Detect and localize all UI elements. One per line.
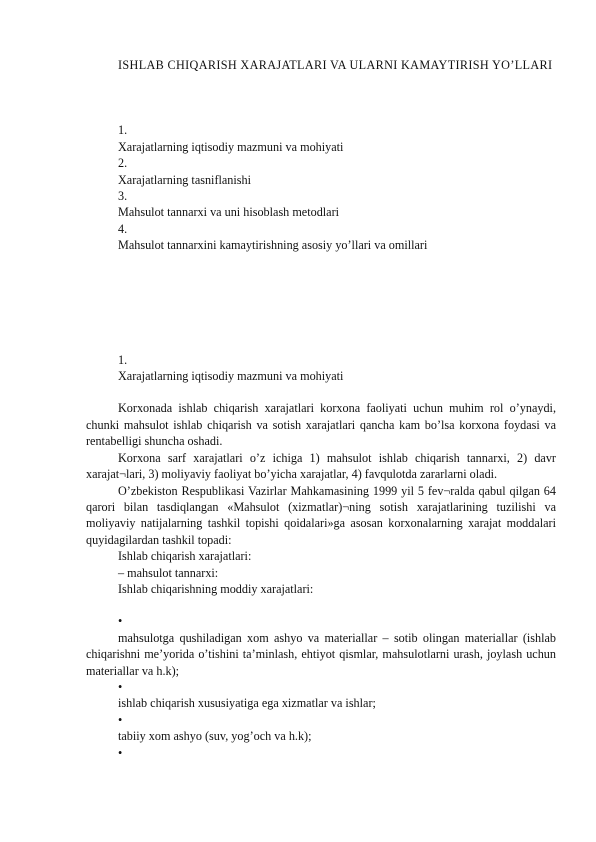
document-body xyxy=(86,57,556,761)
bullet-icon: • xyxy=(118,712,123,727)
text-line: – mahsulot tannarxi: xyxy=(118,565,219,580)
toc-item-number: 1. xyxy=(118,123,128,138)
bullet-item: ishlab chiqarish xususiyatiga ega xizmatlar va ishlar; xyxy=(118,696,376,711)
toc-item-number: 4. xyxy=(118,221,128,236)
bullet-list xyxy=(86,613,556,761)
toc-item-text: Xarajatlarning tasniflanishi xyxy=(118,172,252,187)
bullet-item: tabiiy xom ashyo (suv, yog’och va h.k); xyxy=(118,729,312,744)
document-title: ISHLAB CHIQARISH XARAJATLARI VA ULARNI KAMAYTIRISH YO’LLARI xyxy=(118,58,553,72)
toc-item-text: Mahsulot tannarxi va uni hisoblash metodlari xyxy=(118,205,340,220)
section-number: 1. xyxy=(118,352,128,367)
bullet-item: mahsulotga qushiladigan xom ashyo va materiallar – sotib olingan materiallar (ishlab chiqarishni me’yorida o’tishini ta’minlash, ehtiyot qismlar, mahsulotlarni urash, joylash uchun materiallar va h.k); xyxy=(86,630,556,678)
paragraph: O’zbekiston Respublikasi Vazirlar Mahkamasining 1999 yil 5 fev¬ralda qabul qilgan 64 qarori bilan tasdiqlangan «Mahsulot (xizmatlar)¬ning sotish xarajatlarining tuzilishi va moliyaviy natijalarning tashkil topishi qoidalari»ga asosan korxonalarning xarajat moddalari quyidagilardan tashkil topadi: xyxy=(86,483,556,547)
toc-item-number: 3. xyxy=(118,189,128,204)
section-heading: Xarajatlarning iqtisodiy mazmuni va mohiyati xyxy=(118,369,344,384)
bullet-icon: • xyxy=(118,745,123,760)
bullet-icon: • xyxy=(118,614,123,629)
table-of-contents xyxy=(86,122,556,253)
toc-item-text: Xarajatlarning iqtisodiy mazmuni va mohiyati xyxy=(118,139,344,154)
bullet-icon: • xyxy=(118,679,123,694)
toc-item-text: Mahsulot tannarxini kamaytirishning asosiy yo’llari va omillari xyxy=(118,238,428,253)
toc-item-number: 2. xyxy=(118,156,128,171)
text-line: Ishlab chiqarishning moddiy xarajatlari: xyxy=(118,581,314,596)
text-line: Ishlab chiqarish xarajatlari: xyxy=(118,549,252,564)
paragraph: Korxonada ishlab chiqarish xarajatlari korxona faoliyati uchun muhim rol o’ynaydi, chunki mahsulot ishlab chiqarish va sotish xarajatlari qancha kam bo’lsa korxona foydasi va rentabelligi shuncha oshadi. xyxy=(86,401,556,449)
paragraph: Korxona sarf xarajatlari o’z ichiga 1) mahsulot ishlab chiqarish tannarxi, 2) davr xarajat¬lari, 3) moliyaviy faoliyat bo’yicha xarajatlar, 4) favqulotda zararlarni oladi. xyxy=(86,450,556,482)
